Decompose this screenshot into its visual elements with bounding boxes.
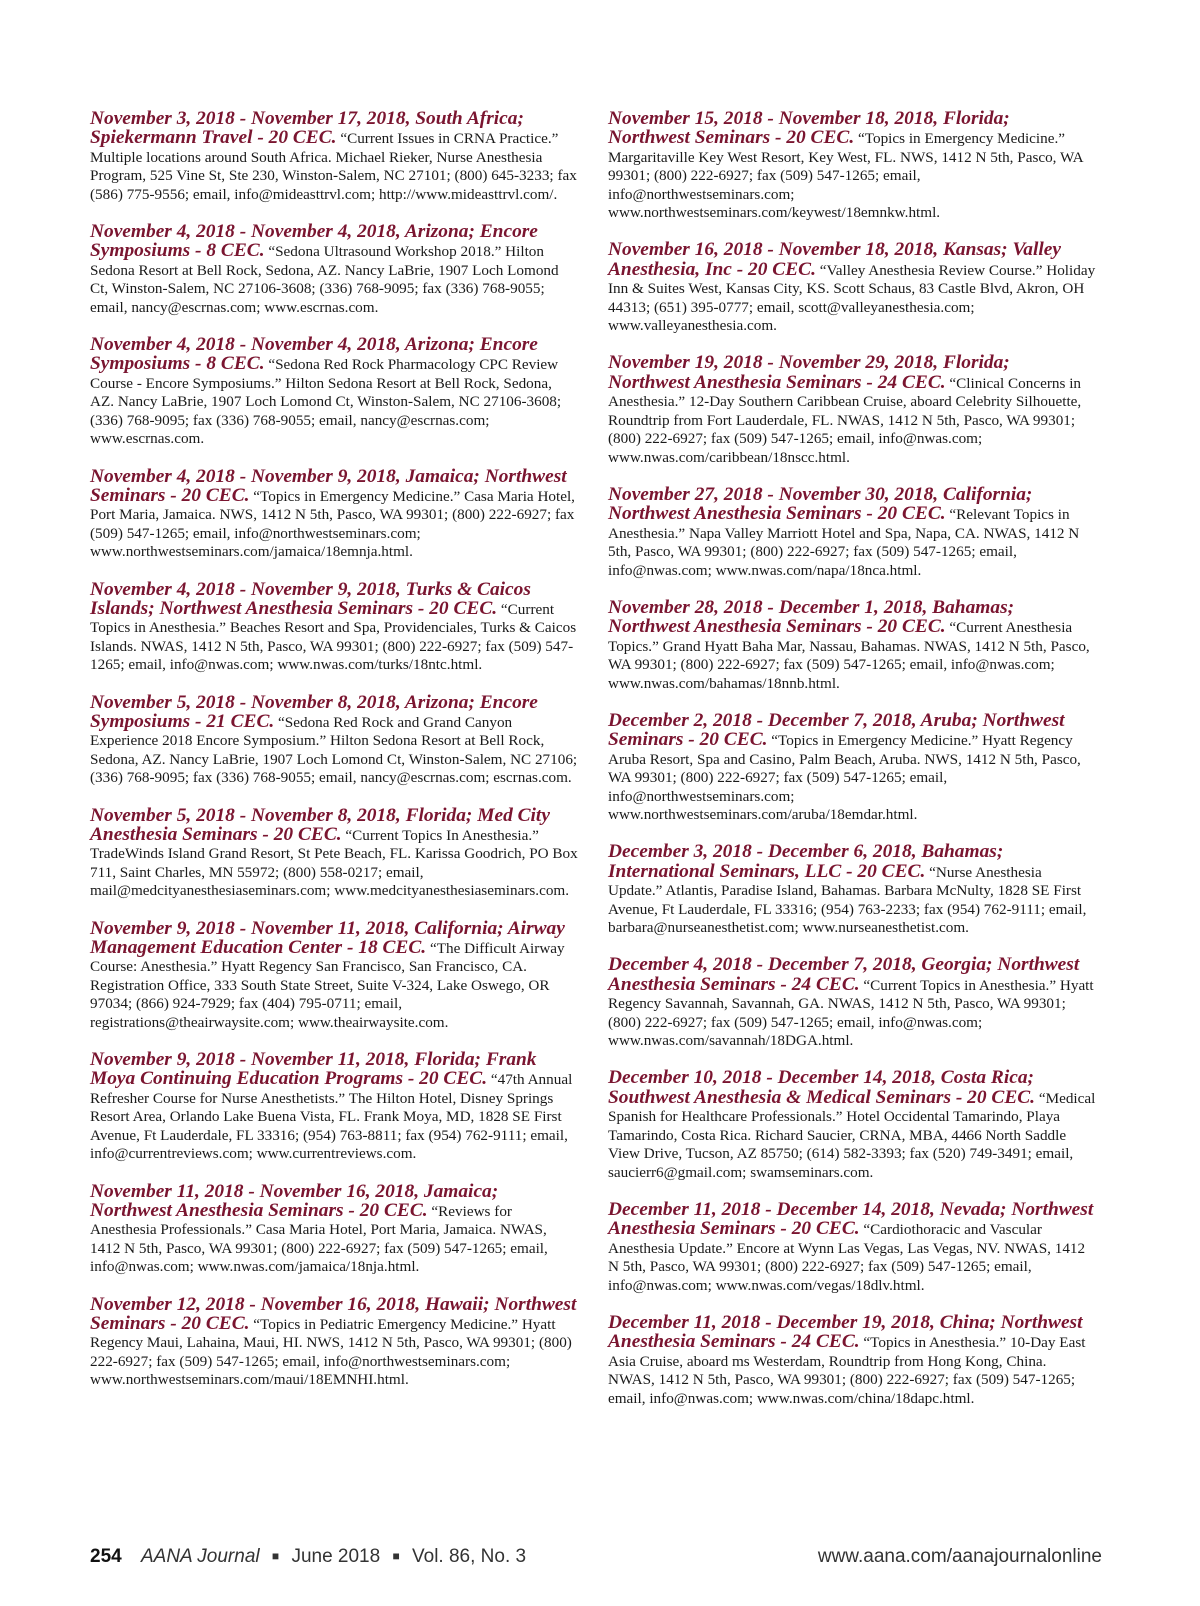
event-heading: December 11, 2018 - December 14, 2018, Nevada; Northwest Anesthesia Seminars - 20 CEC. xyxy=(608,1198,1094,1240)
event-entry xyxy=(90,691,578,788)
volume-issue: Vol. 86, No. 3 xyxy=(412,1546,527,1567)
event-entry xyxy=(90,1180,578,1277)
right-column xyxy=(608,110,1096,1427)
event-details: “Valley Anesthesia Review Course.” Holiday Inn & Suites West, Kansas City, KS. Scott Schaus, 83 Castle Blvd, Akron, OH 44313; (651) 395-0777; email, scott@valleyanesthesia.com; www.valleyanesthesia.com. xyxy=(608,261,1096,335)
event-heading: November 12, 2018 - November 16, 2018, Hawaii; Northwest Seminars - 20 CEC. xyxy=(90,1293,577,1334)
event-entry xyxy=(608,1069,1096,1181)
event-entry xyxy=(90,578,578,675)
event-entry xyxy=(90,1293,578,1390)
event-heading: November 27, 2018 - November 30, 2018, California; Northwest Anesthesia Seminars - 20 CEC. xyxy=(608,483,1033,525)
event-entry xyxy=(90,110,578,204)
event-heading: November 15, 2018 - November 18, 2018, Florida; Northwest Seminars - 20 CEC. xyxy=(608,108,1010,149)
event-entry xyxy=(90,465,578,562)
event-heading: December 10, 2018 - December 14, 2018, Costa Rica; Southwest Anesthesia & Medical Seminars - 20 CEC. xyxy=(608,1067,1036,1108)
event-heading: November 4, 2018 - November 9, 2018, Jamaica; Northwest Seminars - 20 CEC. xyxy=(90,465,567,506)
event-details: “Current Topics In Anesthesia.” TradeWinds Island Grand Resort, St Pete Beach, FL. Karissa Goodrich, PO Box 711, Saint Charles, MN 55972; (800) 558-0217; email, mail@medcityanesthesiaseminars.com; www.medcityanesthesiaseminars.com. xyxy=(90,827,578,900)
event-details: “Current Issues in CRNA Practice.” Multiple locations around South Africa. Michael Rieker, Nurse Anesthesia Program, 525 Vine St, Ste 230, Winston-Salem, NC 27101; (800) 645-3233; fax (586) 775-9556; email, info@mideasttrvl.com; http://www.mideasttrvl.com/. xyxy=(90,130,577,203)
separator-square-icon: ■ xyxy=(271,1549,280,1563)
separator-square-icon: ■ xyxy=(392,1549,400,1563)
event-heading: November 11, 2018 - November 16, 2018, Jamaica; Northwest Anesthesia Seminars - 20 CEC. xyxy=(90,1180,499,1221)
event-entry xyxy=(608,1198,1096,1295)
event-entry xyxy=(608,596,1096,693)
event-heading: December 4, 2018 - December 7, 2018, Georgia; Northwest Anesthesia Seminars - 24 CEC. xyxy=(608,954,1080,995)
left-column xyxy=(90,110,578,1409)
event-heading: November 4, 2018 - November 9, 2018, Turks & Caicos Islands; Northwest Anesthesia Seminars - 20 CEC. xyxy=(90,578,531,619)
page-footer xyxy=(90,1546,1102,1568)
event-heading: November 9, 2018 - November 11, 2018, Florida; Frank Moya Continuing Education Programs - 20 CEC. xyxy=(90,1049,537,1090)
event-details: “Current Topics in Anesthesia.” Beaches Resort and Spa, Providenciales, Turks & Caicos Islands. NWAS, 1412 N 5th, Pasco, WA 99301; (800) 222-6927; fax (509) 547-1265; email, info@nwas.com; www.nwas.com/turks/18ntc.html. xyxy=(90,600,577,674)
event-details: “Topics in Emergency Medicine.” Margaritaville Key West Resort, Key West, FL. NWS, 1412 N 5th, Pasco, WA 99301; (800) 222-6927; fax (509) 547-1265; email, info@northwestseminars.com; www.northwestseminars.com/keywest/18emnkw.html. xyxy=(608,130,1083,222)
event-details: “Reviews for Anesthesia Professionals.” Casa Maria Hotel, Port Maria, Jamaica. NWAS, 1412 N 5th, Pasco, WA 99301; (800) 222-6927; fax (509) 547-1265; email, info@nwas.com; www.nwas.com/jamaica/18nja.html. xyxy=(90,1202,548,1276)
issue-date: June 2018 xyxy=(291,1546,381,1567)
event-details: “Topics in Anesthesia.” 10-Day East Asia Cruise, aboard ms Westerdam, Roundtrip from Hong Kong, China. NWAS, 1412 N 5th, Pasco, WA 99301; (800) 222-6927; fax (509) 547-1265; email, info@nwas.com; www.nwas.com/china/18dapc.html. xyxy=(608,1334,1086,1407)
event-heading: December 3, 2018 - December 6, 2018, Bahamas; International Seminars, LLC - 20 CEC. xyxy=(608,841,1004,882)
footer-citation xyxy=(90,1546,526,1568)
event-details: “Relevant Topics in Anesthesia.” Napa Valley Marriott Hotel and Spa, Napa, CA. NWAS, 1412 N 5th, Pasco, WA 99301; (800) 222-6927; fax (509) 547-1265; email, info@nwas.com; www.nwas.com/napa/18nca.html. xyxy=(608,506,1080,579)
event-heading: November 4, 2018 - November 4, 2018, Arizona; Encore Symposiums - 8 CEC. xyxy=(90,334,538,375)
event-details: “Topics in Emergency Medicine.” Hyatt Regency Aruba Resort, Spa and Casino, Palm Beach, Aruba. NWS, 1412 N 5th, Pasco, WA 99301; (800) 222-6927; fax (509) 547-1265; email, info@northwestseminars.com; www.northwestseminars.com/aruba/18emdar.html. xyxy=(608,732,1081,823)
event-details: “Sedona Red Rock and Grand Canyon Experience 2018 Encore Symposium.” Hilton Sedona Resort at Bell Rock, Sedona, AZ. Nancy LaBrie, 1907 Loch Lomond Ct, Winston-Salem, NC 27106; (336) 768-9095; fax (336) 768-9055; email, nancy@escrnas.com; escrnas.com. xyxy=(90,713,578,787)
event-entry xyxy=(90,804,578,901)
event-entry xyxy=(90,223,578,317)
event-details: “Sedona Ultrasound Workshop 2018.” Hilton Sedona Resort at Bell Rock, Sedona, AZ. Nancy LaBrie, 1907 Loch Lomond Ct, Winston-Salem, NC 27106-3608; (336) 768-9095; fax (336) 768-9055; email, nancy@escrnas.com; www.escrnas.com. xyxy=(90,243,559,316)
event-heading: November 28, 2018 - December 1, 2018, Bahamas; Northwest Anesthesia Seminars - 20 CEC. xyxy=(608,596,1015,638)
event-entry xyxy=(608,354,1096,466)
event-entry xyxy=(608,843,1096,937)
event-heading: November 5, 2018 - November 8, 2018, Florida; Med City Anesthesia Seminars - 20 CEC. xyxy=(90,804,550,845)
event-entry xyxy=(608,956,1096,1050)
event-details: “Clinical Concerns in Anesthesia.” 12-Day Southern Caribbean Cruise, aboard Celebrity Silhouette, Roundtrip from Fort Lauderdale, FL. NWAS, 1412 N 5th, Pasco, WA 99301; (800) 222-6927; fax (509) 547-1265; email, info@nwas.com; www.nwas.com/caribbean/18nscc.html. xyxy=(608,374,1082,466)
event-details: “Medical Spanish for Healthcare Professionals.” Hotel Occidental Tamarindo, Playa Tamarindo, Costa Rica. Richard Saucier, CRNA, MBA, 4466 North Saddle View Drive, Tucson, AZ 85750; (614) 582-3393; fax (520) 749-3491; email, saucierr6@gmail.com; swamseminars.com. xyxy=(608,1089,1096,1181)
event-details: “47th Annual Refresher Course for Nurse Anesthetists.” The Hilton Hotel, Disney Springs Resort Area, Orlando Lake Buena Vista, FL. Frank Moya, MD, 1828 SE First Avenue, Ft Lauderdale, FL 33316; (954) 763-8811; fax (954) 762-9111; email, info@currentreviews.com; www.currentreviews.com. xyxy=(90,1071,573,1163)
event-entry xyxy=(608,1311,1096,1408)
event-entry xyxy=(608,241,1096,335)
event-details: “Topics in Pediatric Emergency Medicine.” Hyatt Regency Maui, Lahaina, Maui, HI. NWS, 1412 N 5th, Pasco, WA 99301; (800) 222-6927; fax (509) 547-1265; email, info@northwestseminars.com; www.northwestseminars.com/maui/18EMNHI.html. xyxy=(90,1315,572,1389)
event-details: “Current Topics in Anesthesia.” Hyatt Regency Savannah, Savannah, GA. NWAS, 1412 N 5th, Pasco, WA 99301; (800) 222-6927; fax (509) 547-1265; email, info@nwas.com; www.nwas.com/savannah/18DGA.html. xyxy=(608,976,1094,1050)
journal-name: AANA Journal xyxy=(140,1546,260,1567)
event-heading: November 3, 2018 - November 17, 2018, South Africa; Spiekermann Travel - 20 CEC. xyxy=(90,108,524,149)
event-details: “The Difficult Airway Course: Anesthesia.” Hyatt Regency San Francisco, San Francisco, CA. Registration Office, 333 South State Street, Suite V-324, Lake Oswego, OR 97034; (866) 924-7929; fax (404) 795-0711; email, registrations@theairwaysite.com; www.theairwaysite.com. xyxy=(90,940,565,1031)
event-entry xyxy=(608,483,1096,580)
event-entry xyxy=(608,110,1096,222)
event-details: “Sedona Red Rock Pharmacology CPC Review Course - Encore Symposiums.” Hilton Sedona Resort at Bell Rock, Sedona, AZ. Nancy LaBrie, 1907 Loch Lomond Ct, Winston-Salem, NC 27106-3608; (336) 768-9095; fax (336) 768-9055; email, nancy@escrnas.com; www.escrnas.com. xyxy=(90,356,562,448)
event-heading: November 19, 2018 - November 29, 2018, Florida; Northwest Anesthesia Seminars - 24 CEC. xyxy=(608,352,1010,393)
event-details: “Topics in Emergency Medicine.” Casa Maria Hotel, Port Maria, Jamaica. NWS, 1412 N 5th, Pasco, WA 99301; (800) 222-6927; fax (509) 547-1265; email, info@northwestseminars.com; www.northwestseminars.com/jamaica/18emnja.html. xyxy=(90,487,575,561)
event-heading: November 9, 2018 - November 11, 2018, California; Airway Management Education Center - 18 CEC. xyxy=(90,917,565,959)
event-entry xyxy=(90,917,578,1032)
event-details: “Nurse Anesthesia Update.” Atlantis, Paradise Island, Bahamas. Barbara McNulty, 1828 SE First Avenue, Ft Lauderdale, FL 33316; (954) 763-2233; fax (954) 762-9111; email, barbara@nurseanesthetist.com; www.nurseanesthetist.com. xyxy=(608,863,1087,937)
journal-url: www.aana.com/aanajournalonline xyxy=(817,1546,1102,1567)
event-heading: November 16, 2018 - November 18, 2018, Kansas; Valley Anesthesia, Inc - 20 CEC. xyxy=(608,239,1061,280)
event-entry xyxy=(90,336,578,448)
event-heading: December 2, 2018 - December 7, 2018, Aruba; Northwest Seminars - 20 CEC. xyxy=(608,709,1065,751)
event-entry xyxy=(90,1051,578,1163)
event-heading: November 5, 2018 - November 8, 2018, Arizona; Encore Symposiums - 21 CEC. xyxy=(90,691,538,732)
event-entry xyxy=(608,709,1096,824)
event-details: “Cardiothoracic and Vascular Anesthesia Update.” Encore at Wynn Las Vegas, Las Vegas, NV. NWAS, 1412 N 5th, Pasco, WA 99301; (800) 222-6927; fax (509) 547-1265; email, info@nwas.com; www.nwas.com/vegas/18dlv.html. xyxy=(608,1221,1086,1294)
page-number: 254 xyxy=(90,1546,122,1567)
event-heading: December 11, 2018 - December 19, 2018, China; Northwest Anesthesia Seminars - 24 CEC. xyxy=(608,1311,1083,1353)
event-details: “Current Anesthesia Topics.” Grand Hyatt Baha Mar, Nassau, Bahamas. NWAS, 1412 N 5th, Pasco, WA 99301; (800) 222-6927; fax (509) 547-1265; email, info@nwas.com; www.nwas.com/bahamas/18nnb.html. xyxy=(608,619,1090,692)
event-heading: November 4, 2018 - November 4, 2018, Arizona; Encore Symposiums - 8 CEC. xyxy=(90,221,538,262)
